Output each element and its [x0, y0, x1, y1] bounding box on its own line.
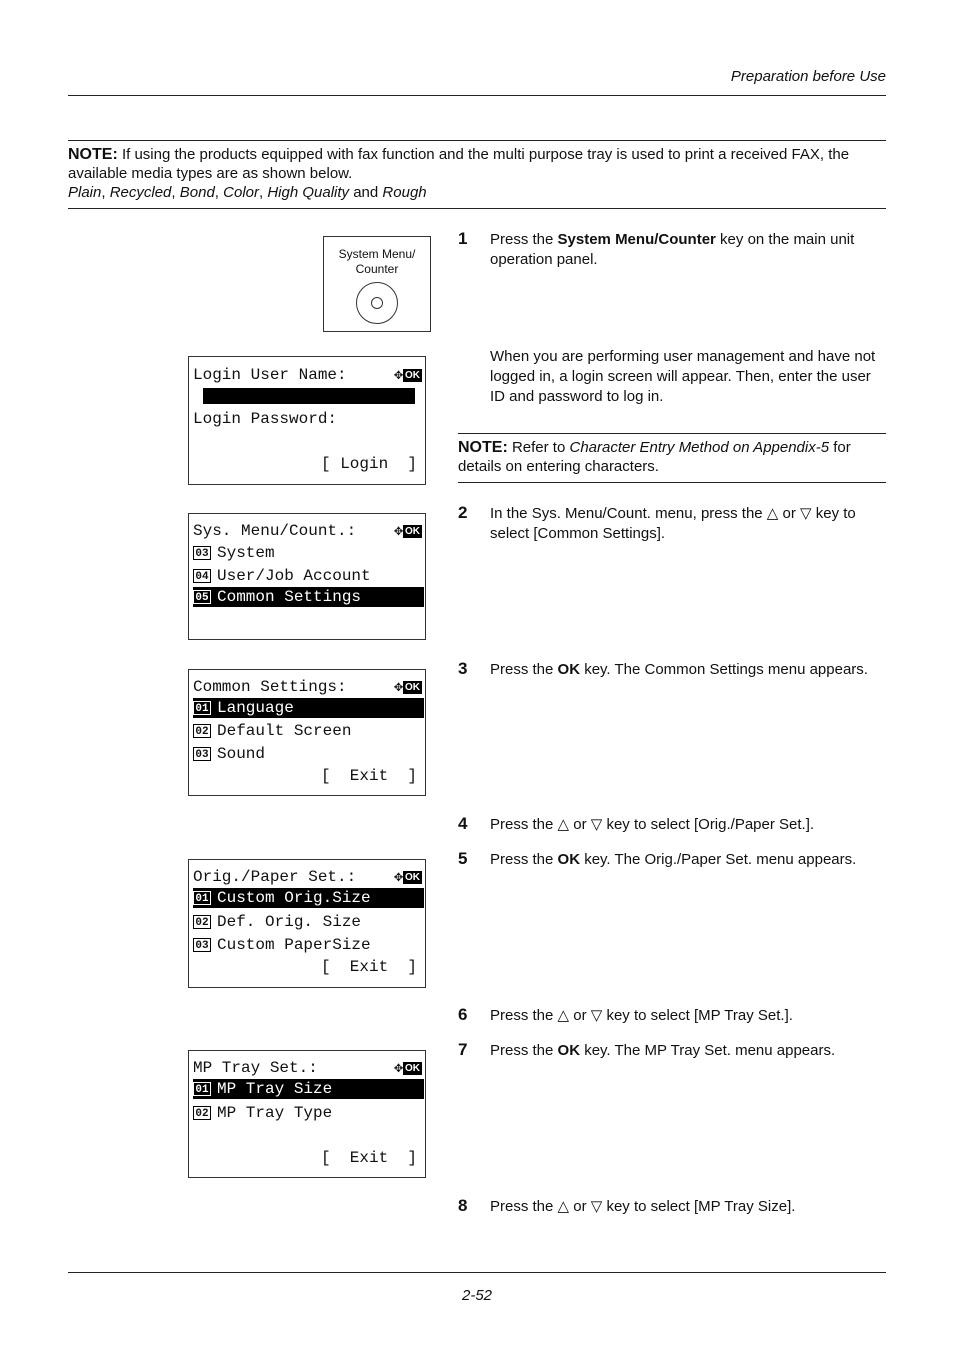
menu-item[interactable]: 02 MP Tray Type — [193, 1103, 424, 1123]
note-label: NOTE: — [68, 146, 118, 163]
menu-item[interactable]: 02 Default Screen — [193, 721, 424, 741]
sysmenu-title: Sys. Menu/Count.: — [193, 522, 357, 540]
page-number: 2-52 — [461, 1287, 493, 1304]
step-7-text: Press the OK key. The MP Tray Set. menu appears. — [490, 1042, 836, 1059]
menu-item[interactable]: 03 Sound — [193, 744, 424, 764]
lcd-sysmenu-screen — [188, 513, 426, 640]
lcd-common-settings-screen — [188, 669, 426, 796]
menu-item[interactable]: 03 System — [193, 543, 424, 563]
step-1-text: Press the System Menu/Counter key on the main unit operation panel. — [490, 231, 855, 268]
step-3-number: 3 — [458, 659, 468, 678]
note-mid-bottom-rule — [458, 482, 886, 483]
step-3-text: Press the OK key. The Common Settings menu appears. — [490, 661, 868, 678]
login-info-text: When you are performing user management and have not logged in, a login screen will appear. Then, enter the user ID and password to log in. — [490, 348, 876, 405]
menu-item-selected[interactable]: 01 MP Tray Size — [193, 1079, 424, 1099]
note-mid: NOTE: Refer to Character Entry Method on Appendix-5 for details on entering characters. — [458, 439, 851, 475]
step-8-number: 8 — [458, 1196, 468, 1215]
lcd-mp-tray-screen — [188, 1050, 426, 1178]
step-2-text: In the Sys. Menu/Count. menu, press the △ or ▽ key to select [Common Settings]. — [490, 505, 856, 542]
step-1-number: 1 — [458, 229, 468, 248]
exit-button[interactable]: [ Exit ] — [320, 1149, 417, 1167]
note-bottom-rule — [68, 208, 886, 209]
step-6-number: 6 — [458, 1005, 468, 1024]
nav-ok-icon: ✥ OK — [393, 679, 420, 696]
menu-item[interactable]: 04 User/Job Account — [193, 566, 424, 586]
menu-item[interactable]: 03 Custom PaperSize — [193, 935, 424, 955]
step-5-number: 5 — [458, 849, 468, 868]
nav-ok-icon: ✥ OK — [393, 523, 420, 540]
lcd-login-screen — [188, 356, 426, 485]
mptray-title: MP Tray Set.: — [193, 1059, 318, 1077]
note-mid-top-rule — [458, 433, 886, 434]
exit-button[interactable]: [ Exit ] — [320, 958, 417, 976]
login-button[interactable]: [ Login ] — [320, 455, 417, 473]
nav-ok-icon: ✥ OK — [393, 367, 420, 384]
exit-button[interactable]: [ Exit ] — [320, 767, 417, 785]
login-user-label: Login User Name: — [193, 366, 347, 384]
step-4-text: Press the △ or ▽ key to select [Orig./Paper Set.]. — [490, 816, 815, 833]
note-top — [68, 145, 886, 202]
running-header: Preparation before Use — [730, 68, 886, 85]
login-user-field[interactable] — [203, 388, 415, 404]
step-5-text: Press the OK key. The Orig./Paper Set. menu appears. — [490, 851, 857, 868]
lcd-orig-paper-screen — [188, 859, 426, 988]
key-button-icon — [356, 282, 398, 324]
step-6-text: Press the △ or ▽ key to select [MP Tray Set.]. — [490, 1007, 793, 1024]
header-rule — [68, 95, 886, 96]
note-text: If using the products equipped with fax function and the multi purpose tray is used to print a received FAX, the available media types are as shown below. — [68, 146, 850, 182]
step-8-text: Press the △ or ▽ key to select [MP Tray Size]. — [490, 1198, 796, 1215]
step-2-number: 2 — [458, 503, 468, 522]
nav-ok-icon: ✥ OK — [393, 869, 420, 886]
menu-item[interactable]: 02 Def. Orig. Size — [193, 912, 424, 932]
nav-ok-icon: ✥ OK — [393, 1060, 420, 1077]
login-password-label: Login Password: — [193, 410, 338, 428]
step-4-number: 4 — [458, 814, 468, 833]
menu-item-selected[interactable]: 05 Common Settings — [193, 587, 424, 607]
origpaper-title: Orig./Paper Set.: — [193, 868, 357, 886]
common-title: Common Settings: — [193, 678, 347, 696]
menu-item-selected[interactable]: 01 Language — [193, 698, 424, 718]
menu-item-selected[interactable]: 01 Custom Orig.Size — [193, 888, 424, 908]
note-top-rule — [68, 140, 886, 141]
system-menu-key-illustration: System Menu/ Counter — [323, 236, 431, 332]
footer-rule — [68, 1272, 886, 1273]
step-7-number: 7 — [458, 1040, 468, 1059]
media-types-line: Plain, Recycled, Bond, Color, High Quality and Rough — [68, 184, 427, 201]
